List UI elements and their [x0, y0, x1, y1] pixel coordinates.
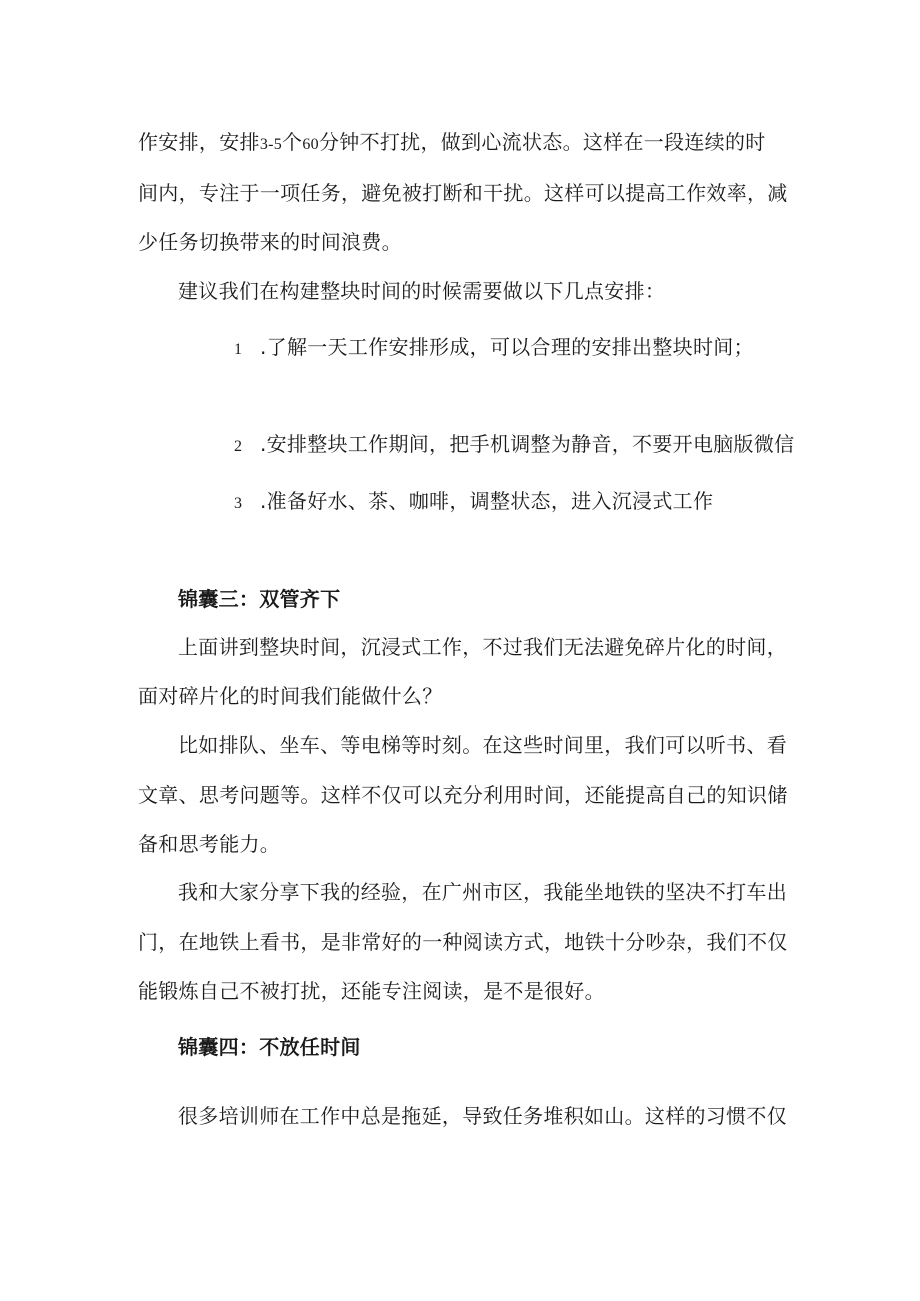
list-item: 1 .了解一天工作安排形成，可以合理的安排出整块时间；: [234, 335, 754, 359]
paragraph-line: 上面讲到整块时间，沉浸式工作，不过我们无法避免碎片化的时间，: [178, 635, 787, 659]
paragraph-line: 门，在地铁上看书，是非常好的一种阅读方式，地铁十分吵杂，我们不仅: [138, 930, 788, 954]
paragraph-line: 作安排，安排3-5个60分钟不打扰，做到心流状态。这样在一段连续的时: [138, 130, 766, 154]
list-item: 2 .安排整块工作期间，把手机调整为静音，不要开电脑版微信: [234, 432, 795, 456]
paragraph-line: 建议我们在构建整块时间的时候需要做以下几点安排：: [178, 279, 666, 303]
paragraph-line: 文章、思考问题等。这样不仅可以充分利用时间，还能提高自己的知识储: [138, 783, 788, 807]
paragraph-line: 面对碎片化的时间我们能做什么？: [138, 684, 443, 708]
paragraph-line: 备和思考能力。: [138, 832, 281, 856]
section-heading: 锦囊四：不放任时间: [178, 1035, 361, 1059]
paragraph-line: 能锻炼自己不被打扰，还能专注阅读，是不是很好。: [138, 979, 605, 1003]
paragraph-line: 少任务切换带来的时间浪费。: [138, 230, 402, 254]
paragraph-line: 我和大家分享下我的经验，在广州市区，我能坐地铁的坚决不打车出: [178, 880, 787, 904]
paragraph-line: 间内，专注于一项任务，避免被打断和干扰。这样可以提高工作效率，减: [138, 181, 788, 205]
paragraph-line: 很多培训师在工作中总是拖延，导致任务堆积如山。这样的习惯不仅: [178, 1104, 787, 1128]
section-heading: 锦囊三：双管齐下: [178, 587, 341, 611]
list-item: 3 .准备好水、茶、咖啡，调整状态，进入沉浸式工作: [234, 489, 714, 513]
paragraph-line: 比如排队、坐车、等电梯等时刻。在这些时间里，我们可以听书、看: [178, 733, 787, 757]
